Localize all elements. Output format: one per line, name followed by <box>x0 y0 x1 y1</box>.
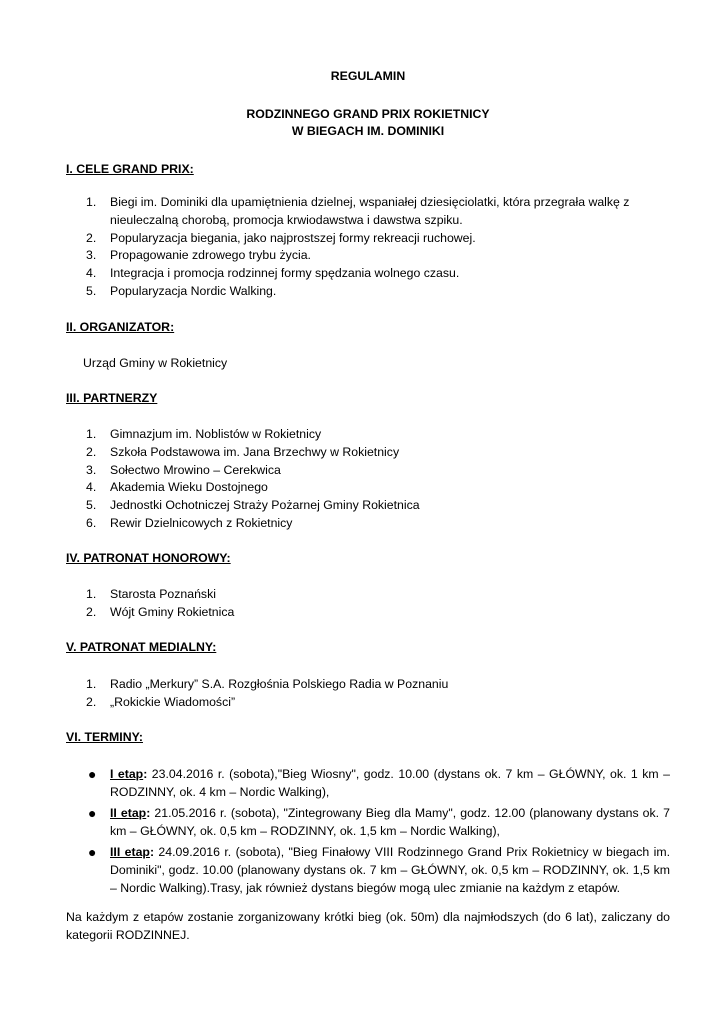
list-item: 3. Sołectwo Mrowino – Cerekwica <box>86 462 281 477</box>
document-title: REGULAMIN <box>330 69 406 83</box>
section-heading-terminy: VI. TERMINY: <box>66 730 143 744</box>
list-item: 1. Gimnazjum im. Noblistów w Rokietnicy <box>86 427 322 441</box>
list-item: 2. Wójt Gminy Rokietnica <box>86 604 235 619</box>
terminy-note: Na każdym z etapów zostanie zorganizowany krótki bieg (ok. 50m) dla najmłodszych (do 6 lat), zaliczany do kategorii RODZINNEJ. <box>66 910 670 942</box>
cele-list <box>66 194 670 301</box>
list-item: 2. Popularyzacja biegania, jako najprostszej formy rekreacji ruchowej. <box>86 230 476 245</box>
list-item: 1. Starosta Poznański <box>86 587 216 601</box>
bullet-icon: ● <box>88 805 97 822</box>
partnerzy-list <box>66 426 670 533</box>
organizator-text: Urząd Gminy w Rokietnicy <box>83 356 228 370</box>
section-heading-partnerzy: III. PARTNERZY <box>66 391 158 405</box>
list-item: 3. Propagowanie zdrowego trybu życia. <box>86 248 311 263</box>
list-item: 2. Szkoła Podstawowa im. Jana Brzechwy w Rokietnicy <box>86 444 400 459</box>
list-item: ● III etap: 24.09.2016 r. (sobota), "Bieg Finałowy VIII Rodzinnego Grand Prix Rokietnicy w biegach im. Dominiki", godz. 10.00 (planowany dystans ok. 7 km – GŁÓWNY, ok. 0,5 km – RODZINNY, ok. 1,5 km – Nordic Walking).Trasy, jak również dystans biegów mogą ulec zmianie na każdym z etapów. <box>88 844 671 895</box>
section-heading-cele: I. CELE GRAND PRIX: <box>66 162 194 176</box>
terminy-list <box>66 766 670 901</box>
list-item: 5. Popularyzacja Nordic Walking. <box>86 283 277 298</box>
medialny-list <box>66 676 670 712</box>
list-item: ● I etap: 23.04.2016 r. (sobota),"Bieg Wiosny", godz. 10.00 (dystans ok. 7 km – GŁÓWNY, ok. 1 km – RODZINNY, ok. 4 km – Nordic Walking), <box>88 766 670 799</box>
list-item: 5. Jednostki Ochotniczej Straży Pożarnej Gminy Rokietnica <box>86 498 420 513</box>
list-item: 4. Integracja i promocja rodzinnej formy spędzania wolnego czasu. <box>86 266 460 281</box>
section-heading-organizator: II. ORGANIZATOR: <box>66 320 175 334</box>
document-subtitle-line2: W BIEGACH IM. DOMINIKI <box>291 124 445 138</box>
list-item: 6. Rewir Dzielnicowych z Rokietnicy <box>86 515 293 530</box>
section-heading-patronat-honorowy: IV. PATRONAT HONOROWY: <box>66 551 231 565</box>
honorowy-list <box>66 586 670 622</box>
list-item: ● II etap: 21.05.2016 r. (sobota), "Zintegrowany Bieg dla Mamy", godz. 12.00 (planowany dystans ok. 7 km – GŁÓWNY, ok. 0,5 km – RODZINNY, ok. 1,5 km – Nordic Walking), <box>88 805 670 838</box>
list-item: 1. Biegi im. Dominiki dla upamiętnienia dzielnej, wspaniałej dziesięciolatki, która przegrała walkę z nieuleczalną chorobą, promocja krwiodawstwa i dawstwa szpiku. <box>86 195 630 227</box>
list-item: 4. Akademia Wieku Dostojnego <box>86 480 268 495</box>
section-heading-patronat-medialny: V. PATRONAT MEDIALNY: <box>66 640 217 654</box>
bullet-icon: ● <box>88 766 97 782</box>
list-item: 2. „Rokickie Wiadomości” <box>86 694 236 709</box>
list-item: 1. Radio „Merkury” S.A. Rozgłośnia Polskiego Radia w Poznaniu <box>86 677 449 691</box>
document-subtitle-line1: RODZINNEGO GRAND PRIX ROKIETNICY <box>246 107 490 121</box>
bullet-icon: ● <box>88 844 97 861</box>
